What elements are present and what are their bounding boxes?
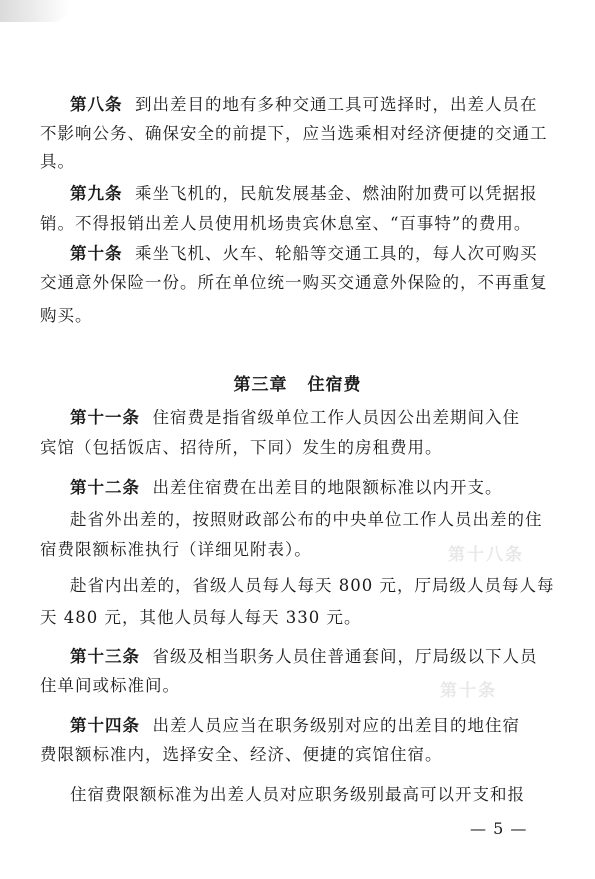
- scan-corner-mark: [0, 0, 70, 22]
- article-14-line-1: [70, 715, 555, 737]
- article-9-line-2: 销。不得报销出差人员使用机场贵宾休息室、“百事特”的费用。: [40, 214, 532, 233]
- article-12-para-3-line-1: 赴省内出差的，省级人员每人每天 800 元，厅局级人员每人每: [70, 576, 555, 595]
- article-10-line-3: 购买。: [40, 306, 93, 325]
- article-9-label: 第九条: [70, 184, 123, 203]
- chapter-number: 第三章: [233, 375, 288, 395]
- article-12-text: 出差住宿费在出差目的地限额标准以内开支。: [152, 478, 503, 497]
- article-12-para-2-line-2: 宿费限额标准执行（详细见附表）。: [40, 540, 312, 559]
- article-14-line-2: 费限额标准内，选择安全、经济、便捷的宾馆住宿。: [40, 745, 443, 764]
- chapter-name: 住宿费: [307, 375, 362, 395]
- bleed-through-text: 第十八条: [448, 545, 524, 565]
- article-12-line-1: [70, 477, 555, 499]
- article-10-line-2: 交通意外保险一份。所在单位统一购买交通意外保险的，不再重复: [40, 273, 548, 292]
- article-14-label: 第十四条: [70, 716, 140, 735]
- article-8-line-2: 不影响公务、确保安全的前提下，应当选乘相对经济便捷的交通工: [40, 124, 548, 143]
- article-10-line-1: [70, 243, 555, 265]
- article-13-label: 第十三条: [70, 647, 140, 666]
- article-8-line-1: [70, 94, 555, 116]
- article-13-line-2: 住单间或标准间。: [40, 676, 180, 695]
- article-8-text: 到出差目的地有多种交通工具可选择时，出差人员在: [135, 95, 538, 114]
- article-8-line-3: 具。: [40, 152, 75, 171]
- article-11-line-2: 宾馆（包括饭店、招待所，下同）发生的房租费用。: [40, 438, 443, 457]
- article-11-label: 第十一条: [70, 408, 140, 427]
- bleed-through-text-2: 第十条: [440, 681, 497, 701]
- page-number: — 5 —: [470, 819, 528, 838]
- article-13-text: 省级及相当职务人员住普通套间，厅局级以下人员: [152, 647, 538, 666]
- article-10-label: 第十条: [70, 244, 123, 263]
- article-14-text: 出差人员应当在职务级别对应的出差目的地住宿: [152, 716, 520, 735]
- article-12-para-2-line-1: 赴省外出差的，按照财政部公布的中央单位工作人员出差的住: [70, 510, 543, 529]
- article-10-text: 乘坐飞机、火车、轮船等交通工具的，每人次可购买: [135, 244, 538, 263]
- article-9-line-1: [70, 183, 555, 205]
- article-11-line-1: [70, 407, 555, 429]
- chapter-title: [0, 374, 595, 396]
- article-12-para-3-line-2: 天 480 元，其他人员每人每天 330 元。: [40, 608, 362, 627]
- article-11-text: 住宿费是指省级单位工作人员因公出差期间入住: [152, 408, 520, 427]
- article-14-para-2-line-1: 住宿费限额标准为出差人员对应职务级别最高可以开支和报: [70, 785, 525, 804]
- article-13-line-1: [70, 646, 555, 668]
- article-8-label: 第八条: [70, 95, 123, 114]
- article-9-text: 乘坐飞机的，民航发展基金、燃油附加费可以凭据报: [135, 184, 538, 203]
- article-12-label: 第十二条: [70, 478, 140, 497]
